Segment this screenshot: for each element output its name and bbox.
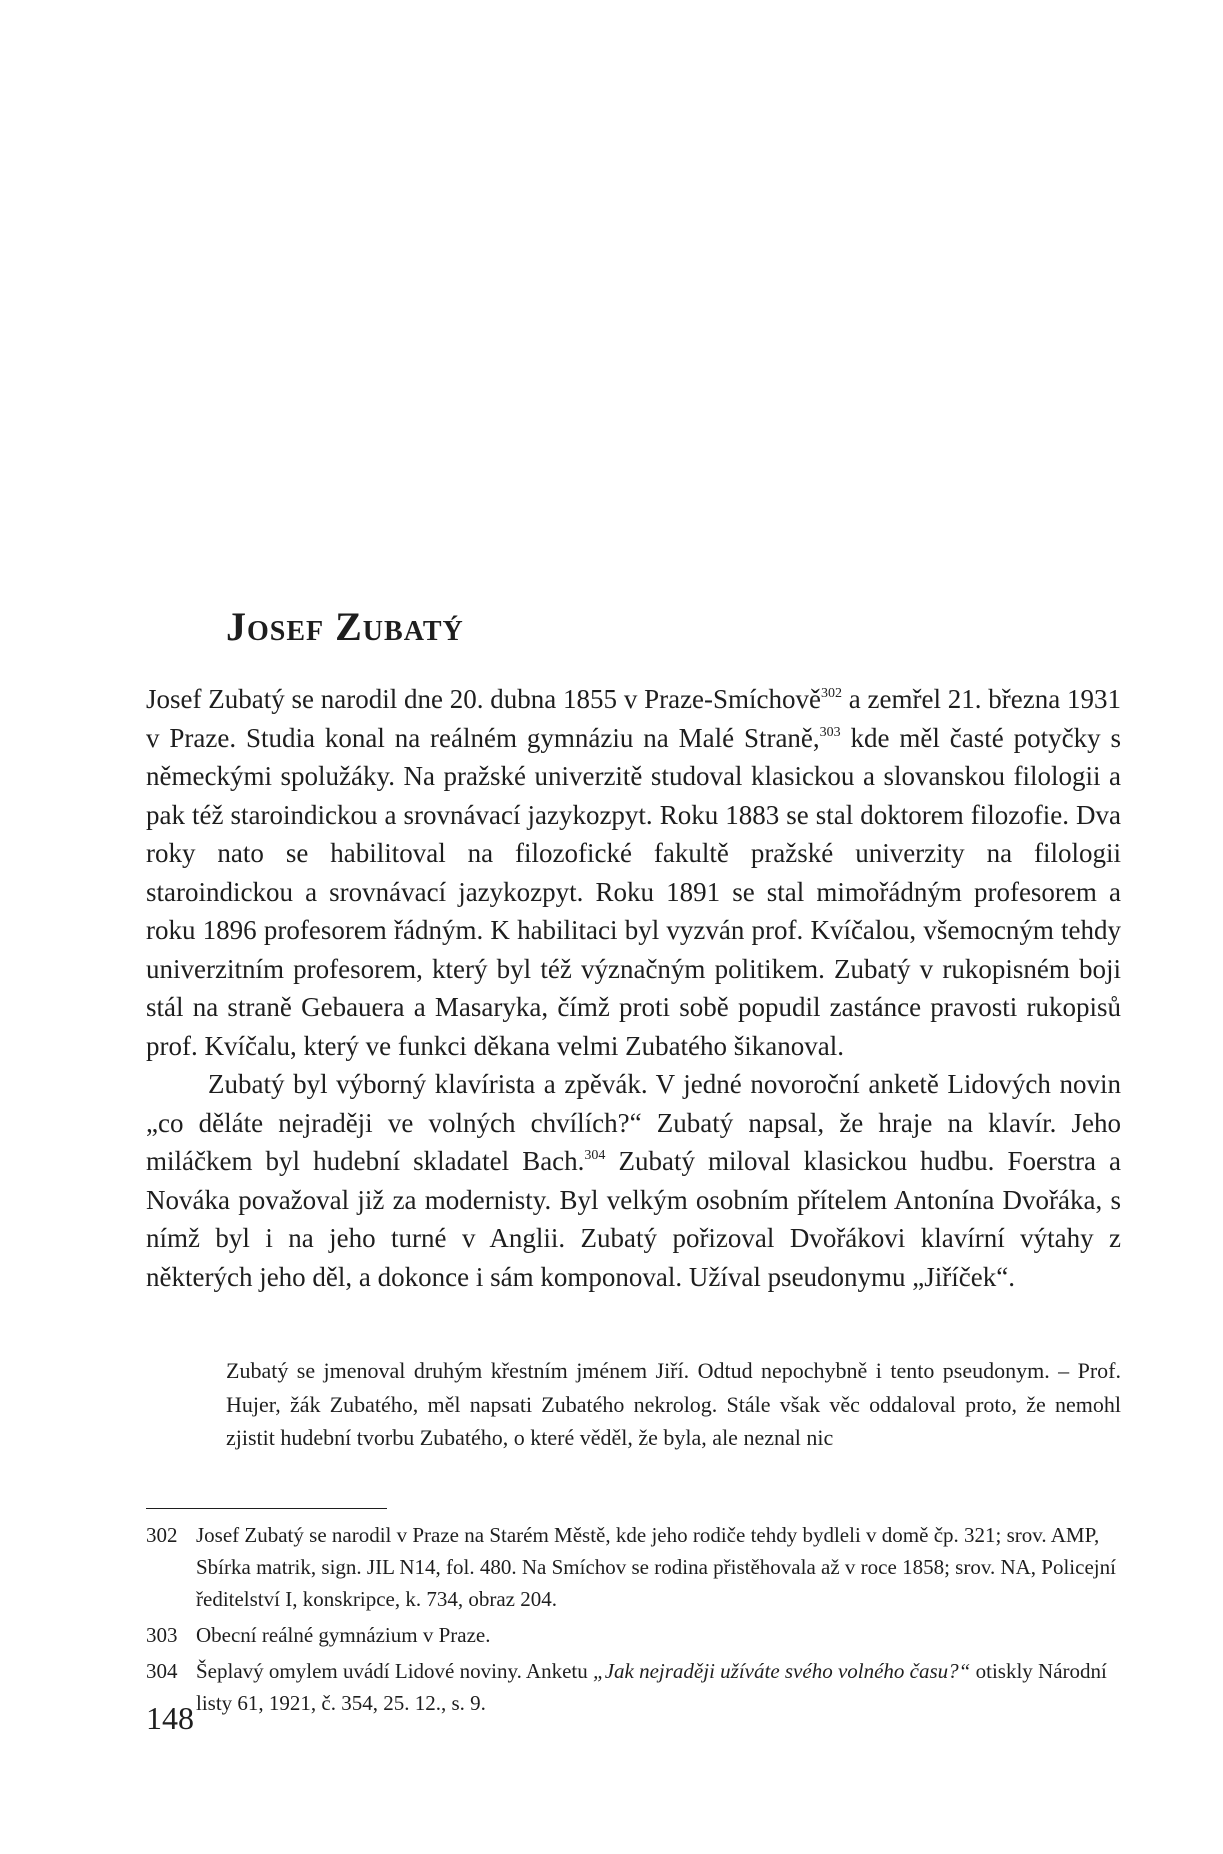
page-number: 148	[146, 1700, 194, 1736]
paragraph-1-part-3: kde měl časté potyčky s německými spolužáky. Na pražské univerzitě studoval klasickou a slovanskou filologii a pak též staroindickou a srovnávací jazykozpyt. Roku 1883 se stal doktorem filozofie. Dva roky nato se habilitoval na filozofické fakultě pražské univerzity na filologii staroindickou a srovnávací jazykozpyt. Roku 1891 se stal mimořádným profesorem a roku 1896 profesorem řádným. K habilitaci byl vyzván prof. Kvíčalou, všemocným tehdy univerzitním profesorem, který byl též význačným politikem. Zubatý v rukopisném boji stál na straně Gebauera a Masaryka, čímž proti sobě popudil zastánce pravosti rukopisů prof. Kvíčalu, který ve funkci děkana velmi Zubatého šikanoval.	[146, 722, 1121, 1061]
footnote-divider	[146, 1508, 387, 1509]
footnote-ref-302[interactable]: 302	[821, 686, 843, 701]
paragraph-2-part-1: Zubatý byl výborný klavírista a zpěvák. V jedné novoroční anketě Lidových novin „co děláte nejraději ve volných chvílích?“ Zubatý napsal, že hraje na klavír. Jeho miláčkem byl hudební skladatel Bach.	[146, 1069, 1121, 1176]
paragraph-1-part-2: a zemřel 21. března 1931 v Praze. Studia konal na reálném gymnáziu na Malé Straně,	[146, 684, 1122, 753]
main-text	[146, 680, 1121, 1296]
footnotes	[146, 1519, 1121, 1723]
footnote-303	[146, 1619, 1121, 1651]
footnote-304	[146, 1655, 1121, 1719]
chapter-title: Josef Zubatý	[226, 604, 464, 649]
block-quote-text: Zubatý se jmenoval druhým křestním jménem Jiří. Odtud nepochybně i tento pseudonym. – Prof. Hujer, žák Zubatého, měl napsati Zubatého nekrolog. Stále však věc oddaloval proto, že nemohl zjistit hudební tvorbu Zubatého, o které věděl, že byla, ale neznal nic	[226, 1358, 1121, 1450]
footnote-number: 304	[146, 1659, 178, 1683]
footnote-text: Obecní reálné gymnázium v Praze.	[196, 1623, 491, 1647]
paragraph-2-part-2: Zubatý miloval klasickou hudbu. Foerstra a Nováka považoval již za modernisty. Byl velkým osobním přítelem Antonína Dvořáka, s nímž byl i na jeho turné v Anglii. Zubatý pořizoval Dvořákovi klavírní výtahy z některých jeho děl, a dokonce i sám komponoval. Užíval pseudonymu „Jiříček“.	[146, 1146, 1121, 1292]
paragraph-1-part-1: Josef Zubatý se narodil dne 20. dubna 1855 v Praze-Smíchově	[146, 684, 822, 714]
paragraph-2	[146, 1065, 1121, 1296]
footnote-text: Josef Zubatý se narodil v Praze na Starém Městě, kde jeho rodiče tehdy bydleli v domě čp. 321; srov. AMP, Sbírka matrik, sign. JIL N14, fol. 480. Na Smíchov se rodina přistěhovala až v roce 1858; srov. NA, Policejní ředitelství I, konskripce, k. 734, obraz 204.	[196, 1523, 1116, 1611]
footnote-ref-304[interactable]: 304	[584, 1148, 606, 1163]
footnote-italic-quote: „Jak nejraději užíváte svého volného času?“	[593, 1659, 971, 1683]
footnote-text	[196, 1655, 1121, 1719]
footnote-number: 302	[146, 1523, 178, 1547]
footnote-ref-303[interactable]: 303	[819, 724, 841, 740]
paragraph-1	[146, 680, 1121, 1065]
footnote-302	[146, 1519, 1121, 1615]
block-quote	[226, 1354, 1121, 1455]
footnote-text-part: otiskly Národní listy 61, 1921, č. 354, 25. 12., s. 9.	[196, 1659, 1107, 1715]
footnote-number: 303	[146, 1623, 178, 1647]
footnote-text-part: Šeplavý omylem uvádí Lidové noviny. Anketu	[196, 1659, 594, 1683]
